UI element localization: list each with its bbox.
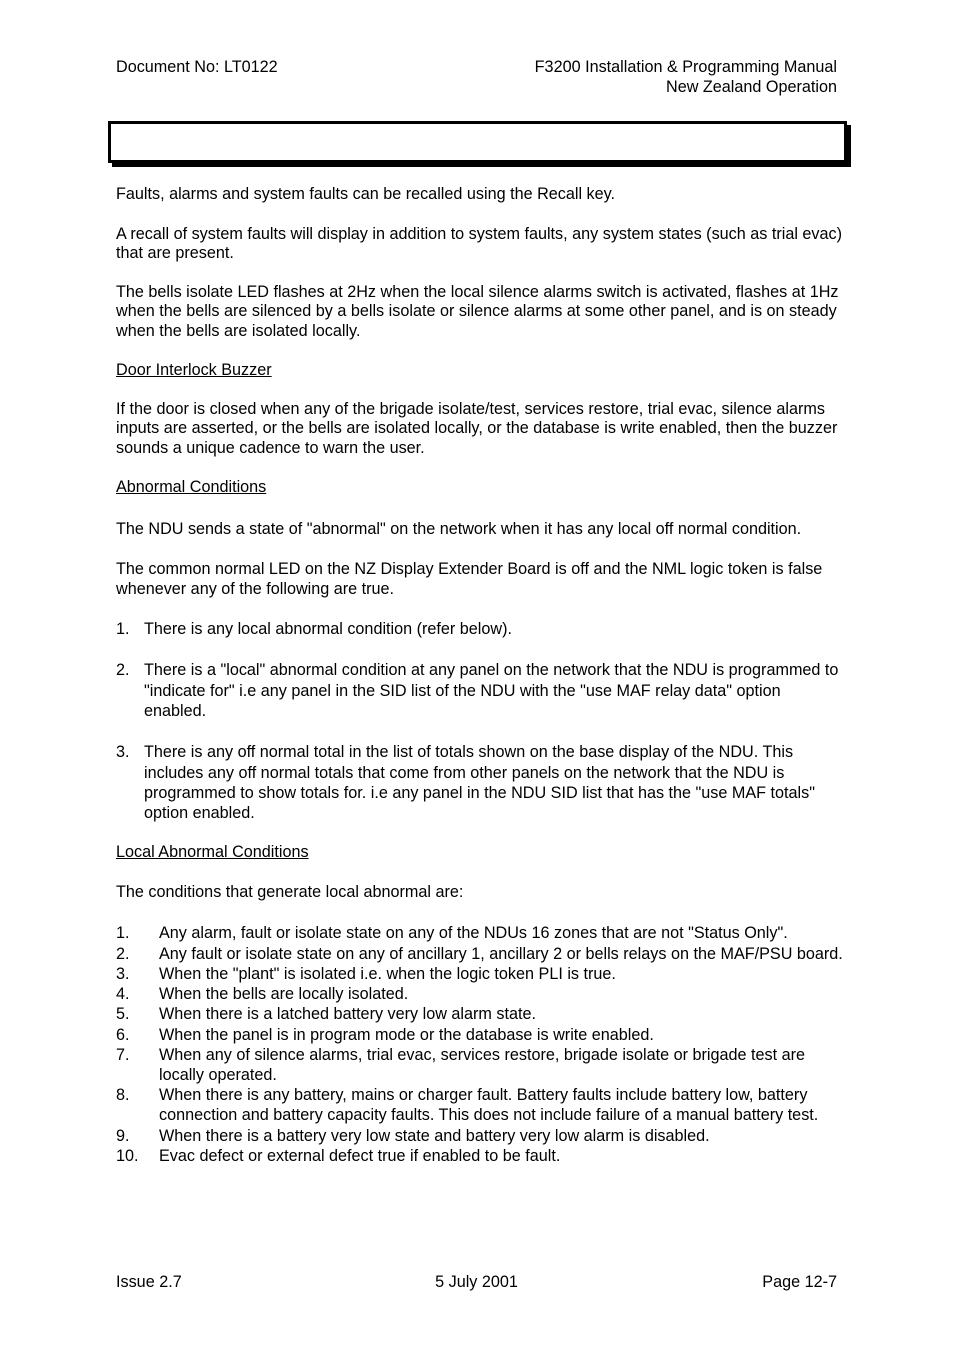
list-item: 2. Any fault or isolate state on any of ancillary 1, ancillary 2 or bells relays on the MAF/PSU board.	[116, 944, 843, 963]
page-footer	[116, 1273, 837, 1293]
list-item: 6. When the panel is in program mode or the database is write enabled.	[116, 1025, 654, 1044]
section-title-box	[108, 121, 847, 163]
paragraph-door-interlock: If the door is closed when any of the brigade isolate/test, services restore, trial evac, silence alarms inputs are asserted, or the bells are isolated locally, or the database is write enabled, then the buzzer sounds a unique cadence to warn the user.	[116, 399, 838, 457]
manual-title: F3200 Installation & Programming Manual	[534, 58, 837, 76]
header-right	[535, 58, 837, 97]
issue-date: 5 July 2001	[435, 1273, 518, 1291]
list-item: 1. Any alarm, fault or isolate state on any of the NDUs 16 zones that are not "Status Only".	[116, 924, 788, 943]
list-item: 3. There is any off normal total in the list of totals shown on the base display of the NDU. This includes any off normal totals that come from other panels on the network that the NDU is programmed to show totals for. i.e any panel in the NDU SID list that has the "use MAF totals" option enabled.	[116, 743, 815, 823]
list-item: 7. When any of silence alarms, trial evac, services restore, brigade isolate or brigade test are locally operated.	[116, 1045, 805, 1084]
list-item: 5. When there is a latched battery very low alarm state.	[116, 1005, 536, 1024]
heading-abnormal-conditions: Abnormal Conditions	[116, 478, 267, 496]
document-number: Document No: LT0122	[116, 58, 278, 76]
list-item: 4. When the bells are locally isolated.	[116, 985, 409, 1004]
paragraph-bells-isolate: The bells isolate LED flashes at 2Hz when the local silence alarms switch is activated, flashes at 1Hz when the bells are silenced by a bells isolate or silence alarms at some other panel, and is on steady when the bells are isolated locally.	[116, 282, 839, 340]
page-number: Page 12-7	[762, 1273, 837, 1291]
paragraph-abnormal-1: The NDU sends a state of "abnormal" on the network when it has any local off normal condition.	[116, 519, 802, 538]
heading-local-abnormal: Local Abnormal Conditions	[116, 843, 309, 862]
operation-label: New Zealand Operation	[666, 77, 837, 96]
list-item: 1. There is any local abnormal condition (refer below).	[116, 620, 512, 639]
local-abnormal-list	[116, 923, 846, 1165]
list-item: 2. There is a "local" abnormal condition at any panel on the network that the NDU is programmed to "indicate for" i.e any panel in the SID list of the NDU with the "use MAF relay data" option enabled.	[116, 661, 839, 720]
issue-number: Issue 2.7	[116, 1273, 182, 1291]
heading-door-interlock: Door Interlock Buzzer	[116, 361, 272, 379]
list-item: 9. When there is a battery very low state and battery very low alarm is disabled.	[116, 1126, 710, 1145]
list-item: 8. When there is any battery, mains or charger fault. Battery faults include battery low, battery connection and battery capacity faults. This does not include failure of a manual battery test.	[116, 1086, 819, 1125]
paragraph-system-faults: A recall of system faults will display in addition to system faults, any system states (such as trial evac) that are present.	[116, 224, 843, 262]
page-body	[116, 185, 846, 1166]
list-item: 10. Evac defect or external defect true if enabled to be fault.	[116, 1146, 561, 1165]
abnormal-list	[116, 619, 846, 823]
list-item: 3. When the "plant" is isolated i.e. when the logic token PLI is true.	[116, 964, 616, 983]
paragraph-local-abnormal: The conditions that generate local abnormal are:	[116, 882, 464, 901]
paragraph-recall: Faults, alarms and system faults can be recalled using the Recall key.	[116, 185, 616, 203]
paragraph-abnormal-2: The common normal LED on the NZ Display Extender Board is off and the NML logic token is false whenever any of the following are true.	[116, 559, 823, 598]
